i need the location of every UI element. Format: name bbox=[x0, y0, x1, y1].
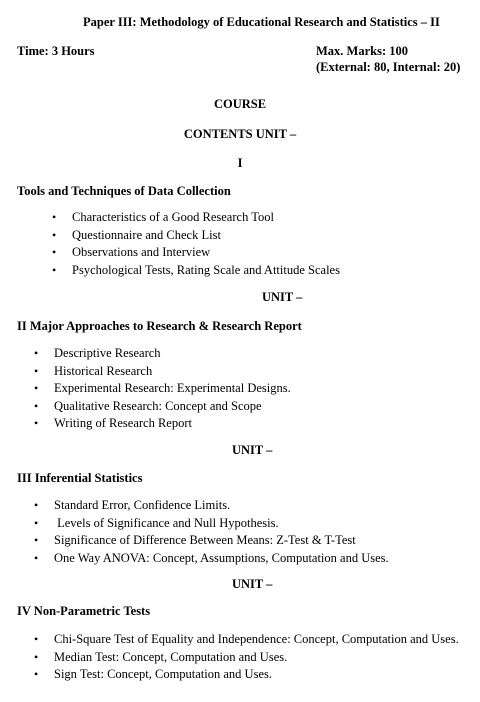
time-label: Time: 3 Hours bbox=[17, 44, 95, 58]
unit3-list bbox=[54, 497, 389, 567]
list-item: • Questionnaire and Check List bbox=[72, 227, 340, 245]
list-item: • Levels of Significance and Null Hypothesis. bbox=[54, 515, 389, 533]
unit1-heading: Tools and Techniques of Data Collection bbox=[17, 184, 231, 198]
unit-numeral: I bbox=[237, 156, 243, 170]
max-marks bbox=[316, 43, 460, 75]
list-item: • Descriptive Research bbox=[54, 345, 291, 363]
list-item: • Characteristics of a Good Research Tool bbox=[72, 209, 340, 227]
list-item: • Median Test: Concept, Computation and Uses. bbox=[54, 649, 459, 667]
unit3-label: UNIT – bbox=[232, 443, 273, 457]
unit2-label: UNIT – bbox=[262, 290, 303, 304]
list-item: • Chi-Square Test of Equality and Independence: Concept, Computation and Uses. bbox=[54, 631, 459, 649]
unit4-heading: IV Non-Parametric Tests bbox=[17, 604, 151, 618]
list-item: • Observations and Interview bbox=[72, 244, 340, 262]
list-item: • Writing of Research Report bbox=[54, 415, 291, 433]
unit2-heading: II Major Approaches to Research & Research Report bbox=[17, 319, 302, 333]
paper-title: Paper III: Methodology of Educational Research and Statistics – II bbox=[83, 15, 440, 29]
list-item: • Standard Error, Confidence Limits. bbox=[54, 497, 389, 515]
unit1-list bbox=[72, 209, 340, 279]
list-item: • Qualitative Research: Concept and Scope bbox=[54, 398, 291, 416]
list-item: • One Way ANOVA: Concept, Assumptions, Computation and Uses. bbox=[54, 550, 389, 568]
unit3-heading: III Inferential Statistics bbox=[17, 471, 143, 485]
list-item: • Significance of Difference Between Means: Z-Test & T-Test bbox=[54, 532, 389, 550]
unit4-label: UNIT – bbox=[232, 577, 273, 591]
unit4-list bbox=[54, 631, 459, 684]
list-item: • Psychological Tests, Rating Scale and Attitude Scales bbox=[72, 262, 340, 280]
max-marks-label: Max. Marks: 100 bbox=[316, 44, 408, 58]
list-item: • Historical Research bbox=[54, 363, 291, 381]
contents-unit-label: CONTENTS UNIT – bbox=[183, 127, 297, 141]
marks-split: (External: 80, Internal: 20) bbox=[316, 60, 461, 74]
list-item: • Experimental Research: Experimental Designs. bbox=[54, 380, 291, 398]
course-label: COURSE bbox=[213, 97, 267, 111]
unit2-list bbox=[54, 345, 291, 433]
list-item: • Sign Test: Concept, Computation and Uses. bbox=[54, 666, 459, 684]
